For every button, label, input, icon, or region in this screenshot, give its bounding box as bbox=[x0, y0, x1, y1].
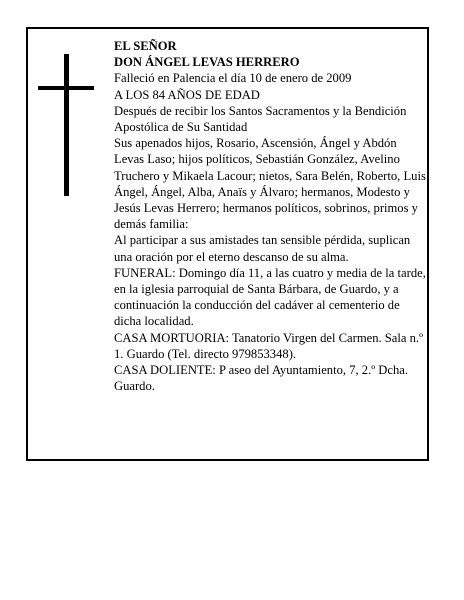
deceased-name: DON ÁNGEL LEVAS HERRERO bbox=[114, 55, 300, 70]
obituary-text bbox=[114, 38, 426, 394]
sacraments-paragraph: Después de recibir los Santos Sacramentos y la Bendición Apostólica de Su Santidad bbox=[114, 103, 407, 135]
title-line: EL SEÑOR bbox=[114, 39, 177, 53]
death-line: Falleció en Palencia el día 10 de enero de 2009 bbox=[114, 71, 352, 86]
request-paragraph: Al participar a sus amistades tan sensible pérdida, suplican una oración por el eterno descanso de su alma. bbox=[114, 233, 411, 264]
family-paragraph: Sus apenados hijos, Rosario, Ascensión, Ángel y Abdón Levas Laso; hijos políticos, Sebastián González, Avelino Truchero y Mikaela Lacour; nietos, Sara Belén, Roberto, Luis Ángel, Ángel, Alba, Anaïs y Álvaro; hermanos, Modesto y Jesús Levas Herrero; hermanos políticos, sobrinos, primos y demás familia: bbox=[114, 136, 426, 232]
mourning-house-paragraph: CASA DOLIENTE: P aseo del Ayuntamiento, 7, 2.º Dcha. Guardo. bbox=[114, 363, 408, 394]
mortuary-paragraph: CASA MORTUORIA: Tanatorio Virgen del Carmen. Sala n.º 1. Guardo (Tel. directo 979853348). bbox=[114, 330, 423, 361]
cross-icon-crossbar bbox=[38, 86, 94, 90]
cross-icon bbox=[64, 54, 69, 196]
age-line: A LOS 84 AÑOS DE EDAD bbox=[114, 87, 260, 102]
funeral-paragraph: FUNERAL: Domingo día 11, a las cuatro y media de la tarde, en la iglesia parroquial de Santa Bárbara, de Guardo, y a continuación la conducción del cadáver al cementerio de dicha localidad. bbox=[114, 265, 426, 329]
